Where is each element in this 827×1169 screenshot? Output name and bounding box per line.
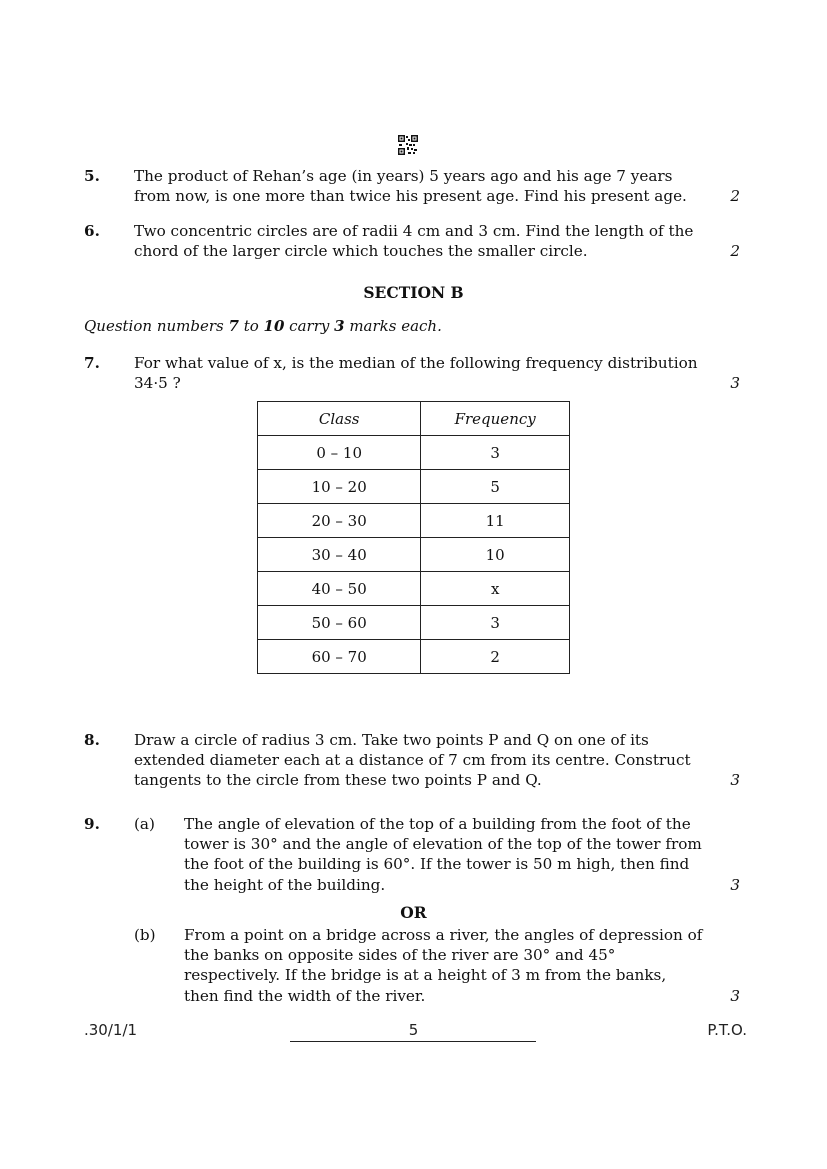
footer-rule <box>290 1041 536 1042</box>
question-6 <box>84 221 744 263</box>
table-row <box>258 538 570 572</box>
question-number: 5. <box>84 167 100 185</box>
question-text-line: then find the width of the river. <box>184 987 426 1005</box>
frequency-table <box>257 401 570 674</box>
question-text-line: chord of the larger circle which touches the smaller circle. <box>134 242 588 260</box>
class-cell: 30 – 40 <box>258 538 421 572</box>
table-header-class: Class <box>258 402 421 436</box>
frequency-cell: 2 <box>421 640 570 674</box>
frequency-cell: 5 <box>421 470 570 504</box>
pto-label: P.T.O. <box>707 1021 747 1039</box>
table-row <box>258 572 570 606</box>
frequency-cell: x <box>421 572 570 606</box>
question-text-line: tangents to the circle from these two points P and Q. <box>134 771 542 789</box>
question-text-line: respectively. If the bridge is at a height of 3 m from the banks, <box>184 966 667 984</box>
question-text-line: From a point on a bridge across a river, the angles of depression of <box>184 926 703 944</box>
paper-code: .30/1/1 <box>84 1021 138 1039</box>
marks-label: 2 <box>730 242 740 260</box>
class-cell: 60 – 70 <box>258 640 421 674</box>
marks-label: 3 <box>730 771 740 789</box>
frequency-cell: 11 <box>421 504 570 538</box>
question-text-line: Two concentric circles are of radii 4 cm and 3 cm. Find the length of the <box>134 222 694 240</box>
question-text-line: extended diameter each at a distance of 7 cm from its centre. Construct <box>134 751 691 769</box>
class-cell: 40 – 50 <box>258 572 421 606</box>
question-8 <box>84 730 744 792</box>
table-row <box>258 504 570 538</box>
question-text-line: The product of Rehan’s age (in years) 5 years ago and his age 7 years <box>134 167 673 185</box>
table-header-frequency: Frequency <box>421 402 570 436</box>
question-number: 6. <box>84 222 100 240</box>
question-number: 7. <box>84 354 100 372</box>
marks-label: 2 <box>730 187 740 205</box>
class-cell: 0 – 10 <box>258 436 421 470</box>
table-row <box>258 436 570 470</box>
or-divider: OR <box>400 903 427 922</box>
question-text-line: 34·5 ? <box>134 374 181 392</box>
question-text-line: For what value of x, is the median of the following frequency distribution <box>134 354 698 372</box>
class-cell: 50 – 60 <box>258 606 421 640</box>
question-number: 8. <box>84 731 100 749</box>
frequency-cell: 10 <box>421 538 570 572</box>
marks-label: 3 <box>730 987 740 1005</box>
question-text-line: the height of the building. <box>184 876 386 894</box>
table-header-row <box>258 402 570 436</box>
subpart-label-a: (a) <box>134 815 155 833</box>
question-5 <box>84 166 744 208</box>
question-text-line: The angle of elevation of the top of a building from the foot of the <box>184 815 691 833</box>
table-row <box>258 470 570 504</box>
frequency-cell: 3 <box>421 436 570 470</box>
class-cell: 20 – 30 <box>258 504 421 538</box>
question-text-line: Draw a circle of radius 3 cm. Take two points P and Q on one of its <box>134 731 649 749</box>
section-title: SECTION B <box>363 283 464 302</box>
question-text-line: the banks on opposite sides of the river are 30° and 45° <box>184 946 616 964</box>
frequency-cell: 3 <box>421 606 570 640</box>
subpart-label-b: (b) <box>134 926 156 944</box>
question-text-line: tower is 30° and the angle of elevation of the top of the tower from <box>184 835 702 853</box>
question-7 <box>84 353 744 395</box>
question-number: 9. <box>84 815 100 833</box>
page-number: 5 <box>408 1021 419 1039</box>
qr-code-icon <box>398 135 418 155</box>
class-cell: 10 – 20 <box>258 470 421 504</box>
question-text-line: the foot of the building is 60°. If the tower is 50 m high, then find <box>184 855 690 873</box>
marks-label: 3 <box>730 374 740 392</box>
table-row <box>258 606 570 640</box>
section-instructions: Question numbers 7 to 10 carry 3 marks each. <box>84 317 442 335</box>
table-row <box>258 640 570 674</box>
question-text-line: from now, is one more than twice his present age. Find his present age. <box>134 187 687 205</box>
marks-label: 3 <box>730 876 740 894</box>
